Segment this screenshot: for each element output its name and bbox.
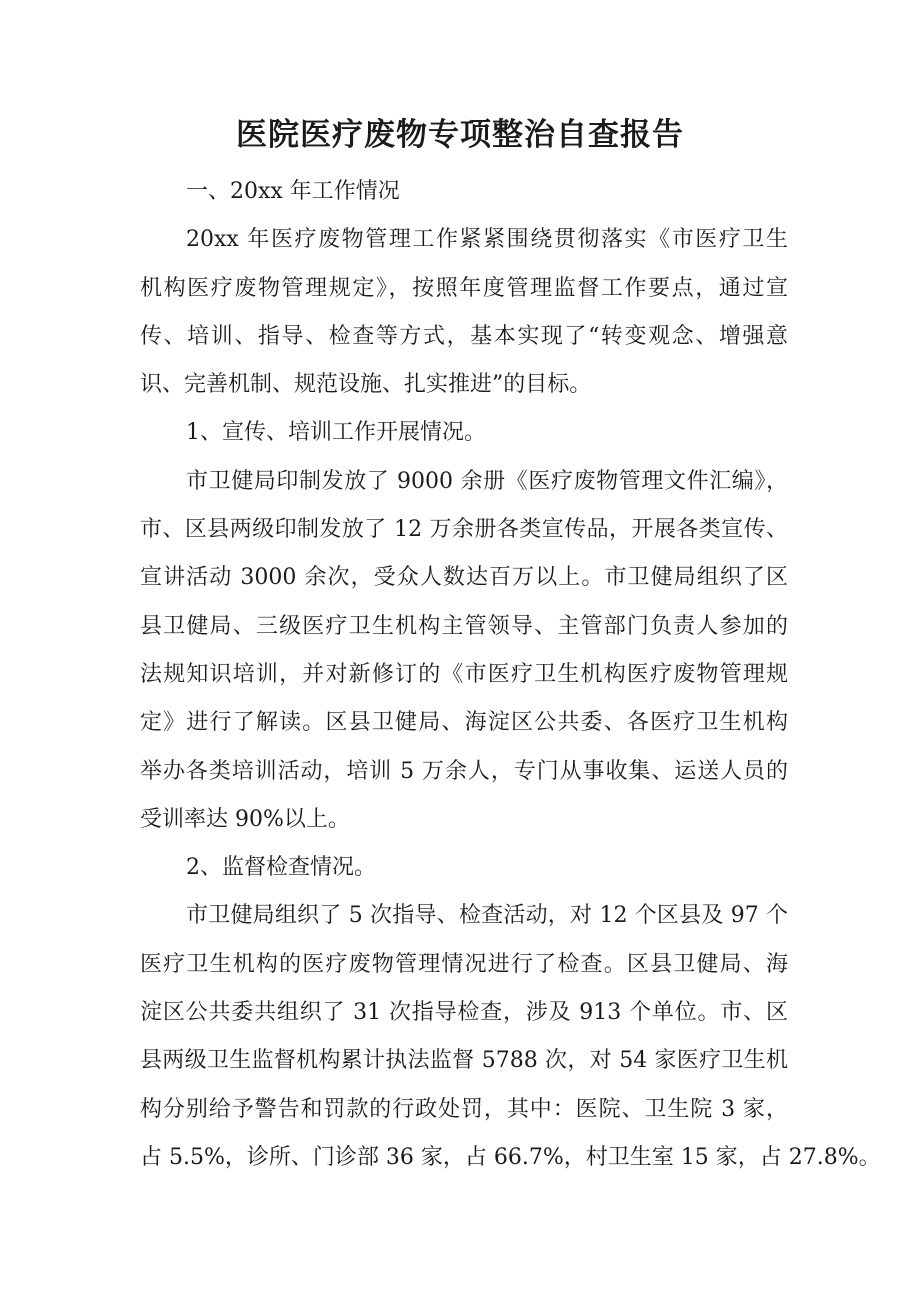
document-title: 医院医疗废物专项整治自查报告 xyxy=(236,117,684,153)
body-line: 受训率达 90%以上。 xyxy=(140,806,350,832)
body-line: 构分别给予警告和罚款的行政处罚，其中：医院、卫生院 3 家， xyxy=(140,1096,788,1122)
body-line: 20xx 年医疗废物管理工作紧紧围绕贯彻落实《市医疗卫生 xyxy=(186,227,788,253)
body-line: 市卫健局组织了 5 次指导、检查活动，对 12 个区县及 97 个 xyxy=(186,903,788,929)
body-line: 机构医疗废物管理规定》，按照年度管理监督工作要点，通过宣 xyxy=(140,275,788,301)
body-line: 2、监督检查情况。 xyxy=(186,855,376,881)
body-line: 识、完善机制、规范设施、扎实推进”的目标。 xyxy=(140,372,592,398)
body-line: 医疗卫生机构的医疗废物管理情况进行了检查。区县卫健局、海 xyxy=(140,951,788,977)
body-line: 法规知识培训，并对新修订的《市医疗卫生机构医疗废物管理规 xyxy=(140,661,788,687)
document-body xyxy=(140,168,881,1182)
body-line: 市、区县两级印制发放了 12 万余册各类宣传品，开展各类宣传、 xyxy=(140,517,788,543)
body-line: 一、20xx 年工作情况 xyxy=(186,179,400,204)
body-line: 传、培训、指导、检查等方式，基本实现了“转变观念、增强意 xyxy=(140,323,788,349)
body-line: 占 5.5%，诊所、门诊部 36 家，占 66.7%，村卫生室 15 家，占 27.8%。 xyxy=(140,1144,881,1170)
body-line: 市卫健局印制发放了 9000 余册《医疗废物管理文件汇编》， xyxy=(186,468,788,494)
body-line: 1、宣传、培训工作开展情况。 xyxy=(186,420,486,446)
body-line: 县卫健局、三级医疗卫生机构主管领导、主管部门负责人参加的 xyxy=(140,613,788,639)
body-line: 宣讲活动 3000 余次，受众人数达百万以上。市卫健局组织了区 xyxy=(140,565,788,591)
body-line: 县两级卫生监督机构累计执法监督 5788 次，对 54 家医疗卫生机 xyxy=(140,1048,788,1074)
body-line: 举办各类培训活动，培训 5 万余人，专门从事收集、运送人员的 xyxy=(140,758,788,784)
body-line: 淀区公共委共组织了 31 次指导检查，涉及 913 个单位。市、区 xyxy=(140,1000,788,1026)
body-line: 定》进行了解读。区县卫健局、海淀区公共委、各医疗卫生机构 xyxy=(140,710,788,736)
